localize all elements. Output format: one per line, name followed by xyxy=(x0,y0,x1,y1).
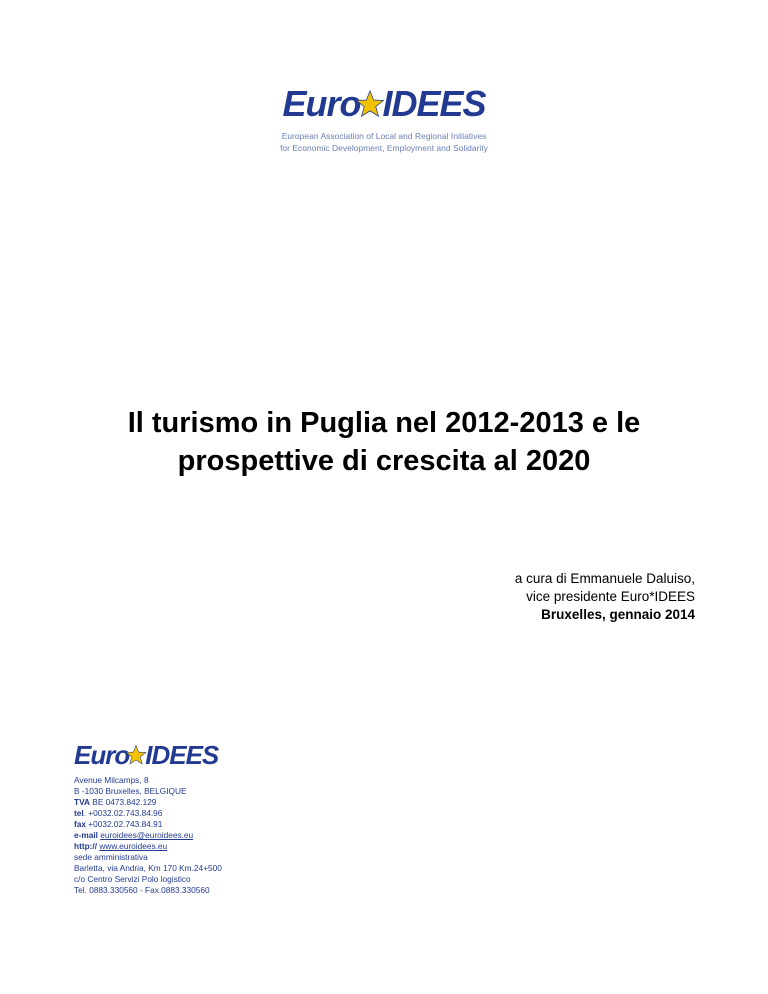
fax-value: +0032.02.743.84.91 xyxy=(86,819,163,829)
document-title xyxy=(40,404,728,480)
office-phone: Tel. 0883.330560 - Fax.0883.330560 xyxy=(74,885,210,895)
address-line-1: Avenue Milcamps, 8 xyxy=(74,775,149,785)
tel-line xyxy=(74,808,334,819)
header-logo-block xyxy=(240,83,528,154)
website-link[interactable]: www.euroidees.eu xyxy=(99,841,168,851)
logo-text-idees: IDEES xyxy=(145,740,219,770)
office-center: c/o Centro Servizi Polo logistico xyxy=(74,874,191,884)
vat-line xyxy=(74,797,334,808)
star-icon xyxy=(360,89,382,119)
email-line xyxy=(74,830,334,841)
website-line xyxy=(74,841,334,852)
fax-line xyxy=(74,819,334,830)
euroidees-logo xyxy=(282,83,486,124)
author-block xyxy=(515,570,695,624)
place-date: Bruxelles, gennaio 2014 xyxy=(541,607,695,622)
address-line-2: B -1030 Bruxelles, BELGIQUE xyxy=(74,786,187,796)
author-name: a cura di Emmanuele Daluiso, xyxy=(514,571,695,586)
logo-text-euro: Euro xyxy=(74,740,130,770)
logo-text-euro: Euro xyxy=(282,83,361,124)
author-role: vice presidente Euro*IDEES xyxy=(526,589,695,604)
office-address: Barletta, via Andria, Km 170 Km.24+500 xyxy=(74,863,222,873)
website-label: http:// xyxy=(74,841,98,851)
tel-label: tel xyxy=(74,808,84,818)
title-line-1: Il turismo in Puglia nel 2012-2013 e le xyxy=(127,407,641,439)
tel-value: . +0032.02.743.84.96 xyxy=(83,808,163,818)
fax-label: fax xyxy=(74,819,86,829)
tagline-line-2: for Economic Development, Employment and Solidarity xyxy=(280,143,488,153)
euroidees-logo-small xyxy=(74,742,218,768)
title-line-2: prospettive di crescita al 2020 xyxy=(177,445,591,477)
star-icon xyxy=(129,744,145,766)
office-label: sede amministrativa xyxy=(74,852,148,862)
organization-tagline xyxy=(240,130,528,154)
vat-value: BE 0473.842.129 xyxy=(89,797,157,807)
email-label: e-mail xyxy=(74,830,98,840)
footer-contact-block xyxy=(74,742,334,896)
contact-details xyxy=(74,775,334,896)
vat-label: TVA xyxy=(74,797,90,807)
email-link[interactable]: euroidees@euroidees.eu xyxy=(100,830,194,840)
logo-text-idees: IDEES xyxy=(382,83,486,124)
tagline-line-1: European Association of Local and Regional Initiatives xyxy=(281,131,487,141)
